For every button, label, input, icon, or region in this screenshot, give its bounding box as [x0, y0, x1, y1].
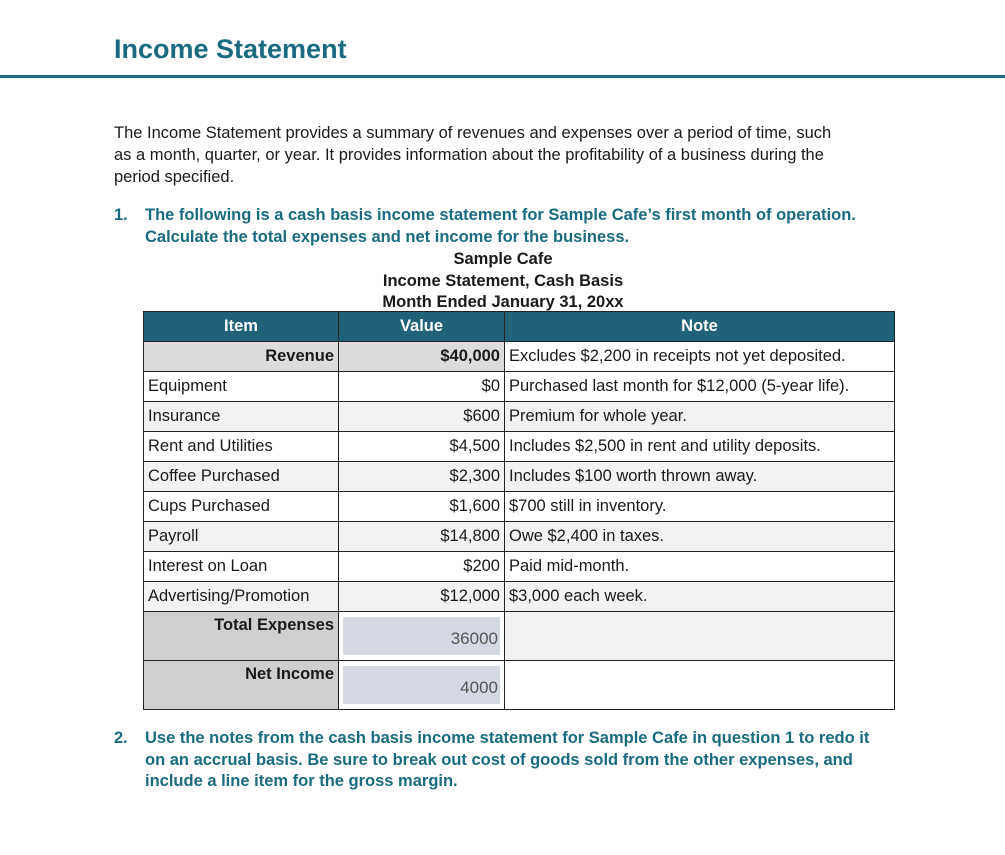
- row-value: $2,300: [339, 462, 505, 492]
- row-value: $12,000: [339, 582, 505, 612]
- row-value: $600: [339, 402, 505, 432]
- row-item: Interest on Loan: [144, 552, 339, 582]
- row-item: Insurance: [144, 402, 339, 432]
- table-header-row: [144, 312, 895, 342]
- row-item: Coffee Purchased: [144, 462, 339, 492]
- header-value: Value: [339, 312, 505, 342]
- total-expenses-label: Total Expenses: [144, 612, 339, 661]
- total-expenses-field[interactable]: 36000: [343, 617, 500, 655]
- revenue-value: $40,000: [339, 342, 505, 372]
- row-value: $1,600: [339, 492, 505, 522]
- statement-name: Income Statement, Cash Basis: [382, 271, 624, 290]
- row-note: Owe $2,400 in taxes.: [505, 522, 895, 552]
- row-note: $700 still in inventory.: [505, 492, 895, 522]
- row-note: Premium for whole year.: [505, 402, 895, 432]
- table-row: [144, 432, 895, 462]
- revenue-note: Excludes $2,200 in receipts not yet deposited.: [505, 342, 895, 372]
- row-value: $4,500: [339, 432, 505, 462]
- question-1: [114, 205, 894, 248]
- row-item: Payroll: [144, 522, 339, 552]
- question-1-text: The following is a cash basis income statement for Sample Cafe’s first month of operation. Calculate the total expenses and net income for the business.: [145, 206, 856, 246]
- table-row: [144, 462, 895, 492]
- page-title: Income Statement: [114, 34, 347, 64]
- total-expenses-note: [505, 612, 895, 661]
- table-row: [144, 402, 895, 432]
- table-row: [144, 582, 895, 612]
- revenue-row: [144, 342, 895, 372]
- question-2: [114, 728, 894, 793]
- statement-company: Sample Cafe: [453, 250, 553, 268]
- intro-paragraph: The Income Statement provides a summary of revenues and expenses over a period of time, such as a month, quarter, or year. It provides information about the profitability of a business during the period specified.: [114, 124, 832, 186]
- row-value: $200: [339, 552, 505, 582]
- net-income-cell: [339, 661, 505, 710]
- row-value: $0: [339, 372, 505, 402]
- table-row: [144, 492, 895, 522]
- income-statement-table: [143, 311, 895, 710]
- net-income-row: [144, 661, 895, 710]
- table-row: [144, 522, 895, 552]
- total-expenses-cell: [339, 612, 505, 661]
- row-value: $14,800: [339, 522, 505, 552]
- statement-period: Month Ended January 31, 20xx: [382, 293, 624, 311]
- row-item: Advertising/Promotion: [144, 582, 339, 612]
- question-1-number: 1.: [114, 206, 128, 224]
- title-divider: [0, 75, 1005, 78]
- row-item: Rent and Utilities: [144, 432, 339, 462]
- row-item: Equipment: [144, 372, 339, 402]
- row-item: Cups Purchased: [144, 492, 339, 522]
- row-note: Includes $100 worth thrown away.: [505, 462, 895, 492]
- row-note: Includes $2,500 in rent and utility deposits.: [505, 432, 895, 462]
- net-income-field[interactable]: 4000: [343, 666, 500, 704]
- row-note: Paid mid-month.: [505, 552, 895, 582]
- question-2-text: Use the notes from the cash basis income statement for Sample Cafe in question 1 to redo it on an accrual basis. Be sure to break out cost of goods sold from the other expenses, and include a line item for the gross margin.: [145, 729, 870, 790]
- statement-heading: [300, 249, 706, 314]
- header-item: Item: [144, 312, 339, 342]
- revenue-label: Revenue: [144, 342, 339, 372]
- net-income-label: Net Income: [144, 661, 339, 710]
- row-note: Purchased last month for $12,000 (5-year life).: [505, 372, 895, 402]
- table-row: [144, 372, 895, 402]
- header-note: Note: [505, 312, 895, 342]
- net-income-note: [505, 661, 895, 710]
- table-row: [144, 552, 895, 582]
- question-2-number: 2.: [114, 729, 128, 747]
- total-expenses-row: [144, 612, 895, 661]
- row-note: $3,000 each week.: [505, 582, 895, 612]
